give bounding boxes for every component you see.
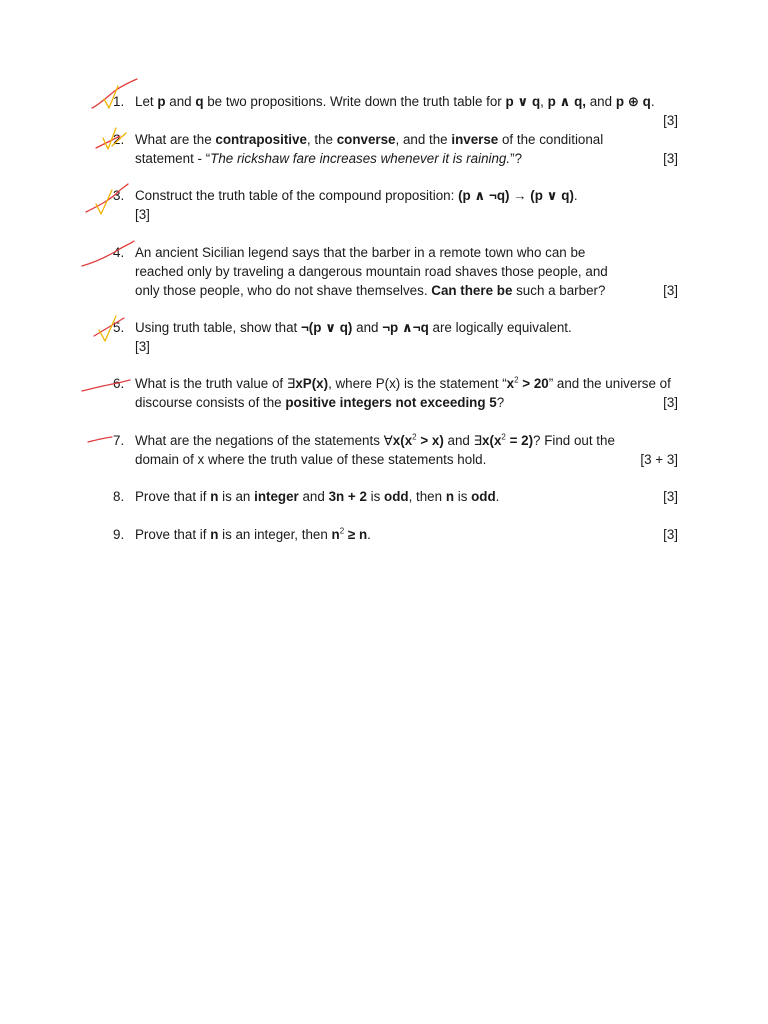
question-marks: [3] [663,113,678,128]
question-number: 8. [113,489,125,504]
question-number: 9. [113,527,125,542]
question-4 [113,243,678,300]
question-5 [113,318,678,356]
question-2 [113,130,678,168]
question-3 [113,186,678,224]
question-marks: [3 + 3] [640,452,678,467]
question-text: What is the truth value of ∃xP(x), where P(x) is the statement “$x^2 > 20$” and the universe of discourse consists of the positive integers not exceeding 5? [135,375,671,410]
question-number: 2. [113,132,125,147]
question-marks: [3] [135,339,150,354]
question-marks: [3] [135,207,150,222]
question-8 [113,487,678,506]
question-text: Let p and q be two propositions. Write down the truth table for p ∨ q, p ∧ q, and p ⊕ q. [135,94,655,109]
question-marks: [3] [663,395,678,410]
question-6 [113,374,678,412]
tick-mark-3-yellow [96,190,112,214]
question-text: What are the negations of the statements $\forall x(x^2 > x)$ and $\exists x(x^2 = 2)$? Find out the domain of x where the truth value of these statements hold. [135,432,615,467]
question-text: Using truth table, show that ¬(p ∨ q) and ¬p ∧¬q are logically equivalent. [135,320,572,335]
question-text: Construct the truth table of the compound proposition: (p ∧ ¬q) → (p ∨ q). [135,188,578,203]
question-marks: [3] [663,527,678,542]
tick-mark-7-red [88,437,112,442]
question-7 [113,431,678,469]
question-number: 4. [113,245,125,260]
question-marks: [3] [663,151,678,166]
question-marks: [3] [663,489,678,504]
question-text: Prove that if n is an integer, then $n^2 \ge n$. [135,526,371,542]
question-number: 1. [113,94,125,109]
question-9 [113,525,678,544]
question-number: 5. [113,320,125,335]
question-text: Prove that if n is an integer and 3n + 2 is odd, then n is odd. [135,489,500,504]
question-number: 7. [113,433,125,448]
question-1 [113,92,678,128]
question-text: What are the contrapositive, the converse, and the inverse of the conditional statement - “The rickshaw fare increases whenever it is raining.”? [135,132,604,166]
question-text: An ancient Sicilian legend says that the barber in a remote town who can be reached only by traveling a dangerous mountain road shaves those people, and only those people, who do not shave themselves. Can there be such a barber? [135,245,608,298]
question-marks: [3] [663,283,678,298]
question-number: 3. [113,188,125,203]
question-number: 6. [113,376,125,391]
